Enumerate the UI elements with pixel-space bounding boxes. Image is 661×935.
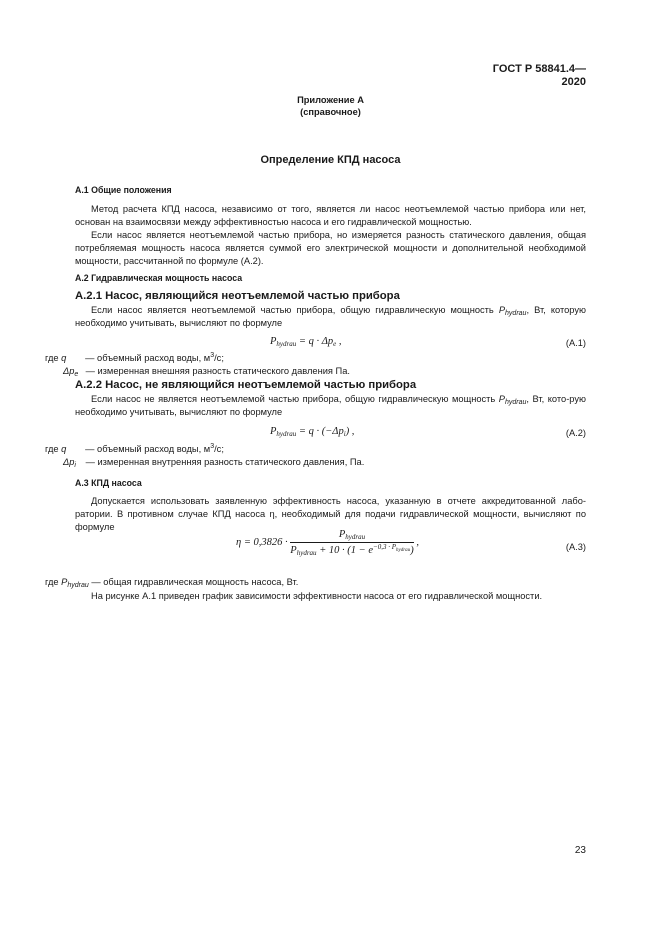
heading-a3: А.3 КПД насоса <box>75 478 142 488</box>
where-a3: где $P_{hydrau}$ — общая гидравлическая мощность насоса, Вт. <box>45 577 299 589</box>
formula-number-a3: (А.3) <box>565 542 586 552</box>
heading-a21: А.2.1 Насос, являющийся неотъемлемой частью прибора <box>75 290 400 302</box>
where-a2-line1: где q — объемный расход воды, $м^3/с$; <box>45 443 224 454</box>
formula-a2: $P_{hydrau} = q \cdot (-\Delta p_i)$ , <box>270 426 355 438</box>
annex-subtitle: (справочное) <box>300 107 361 117</box>
where-a1-line1: где q — объемный расход воды, $м^3/с$; <box>45 352 224 363</box>
formula-a1: $P_{hydrau} = q \cdot \Delta p_e$ , <box>270 336 342 348</box>
where-a2-line2: $\Delta p_i$ — измеренная внутренняя разность статического давления, Па. <box>63 457 365 469</box>
section-title: Определение КПД насоса <box>260 154 401 166</box>
document-code: ГОСТ Р 58841.4—2020 <box>492 63 586 88</box>
paragraph-a21: Если насос является неотъемлемой частью прибора, общую гидравлическую мощность $P_{hydrau}$, Вт, которую необходимо учитывать, вычисляют по формуле <box>75 305 586 328</box>
where-a1-line2: $\Delta p_e$ — измеренная внешняя разность статического давления Па. <box>63 366 350 378</box>
heading-a22: А.2.2 Насос, не являющийся неотъемлемой частью прибора <box>75 379 417 391</box>
heading-a1: А.1 Общие положения <box>75 185 172 195</box>
paragraph-a3-1: Допускается использовать заявленную эффективность насоса, указанную в отчете аккредитованной лабо-ратории. В противном случае КПД насоса η, необходимый для подачи гидравлической мощности, вычисляют по формуле <box>75 496 586 532</box>
heading-a2: А.2 Гидравлическая мощность насоса <box>75 273 243 283</box>
formula-a3: η = 0,3826 · $\frac{P_{hydrau}}{P_{hydrau} + 10 \cdot (1 - e^{-0,3 \cdot P_{hydrau}})}$ , <box>236 529 419 557</box>
paragraph-a1-2: Если насос является неотъемлемой частью прибора, но измеряется разность статического давления, общая потребляемая мощность насоса является суммой его электрической мощности и дополнительной необходимой мощности, рассчитанной по формуле (А.2). <box>75 230 586 266</box>
paragraph-a22: Если насос не является неотъемлемой частью прибора, общую гидравлическую мощность $P_{hydrau}$, Вт, кото-рую необходимо учитывать, вычисляют по формуле <box>75 394 586 417</box>
page-number: 23 <box>574 845 586 856</box>
annex-title: Приложение А <box>297 95 364 105</box>
paragraph-a3-2: На рисунке А.1 приведен график зависимости эффективности насоса от его гидравлической мощности. <box>91 591 543 601</box>
formula-number-a2: (А.2) <box>565 428 586 438</box>
paragraph-a1-1: Метод расчета КПД насоса, независимо от того, является ли насос неотъемлемой частью прибора или нет, основан на взаимосвязи между эффективностью насоса и его гидравлической мощностью. <box>75 204 586 227</box>
formula-number-a1: (А.1) <box>565 338 586 348</box>
